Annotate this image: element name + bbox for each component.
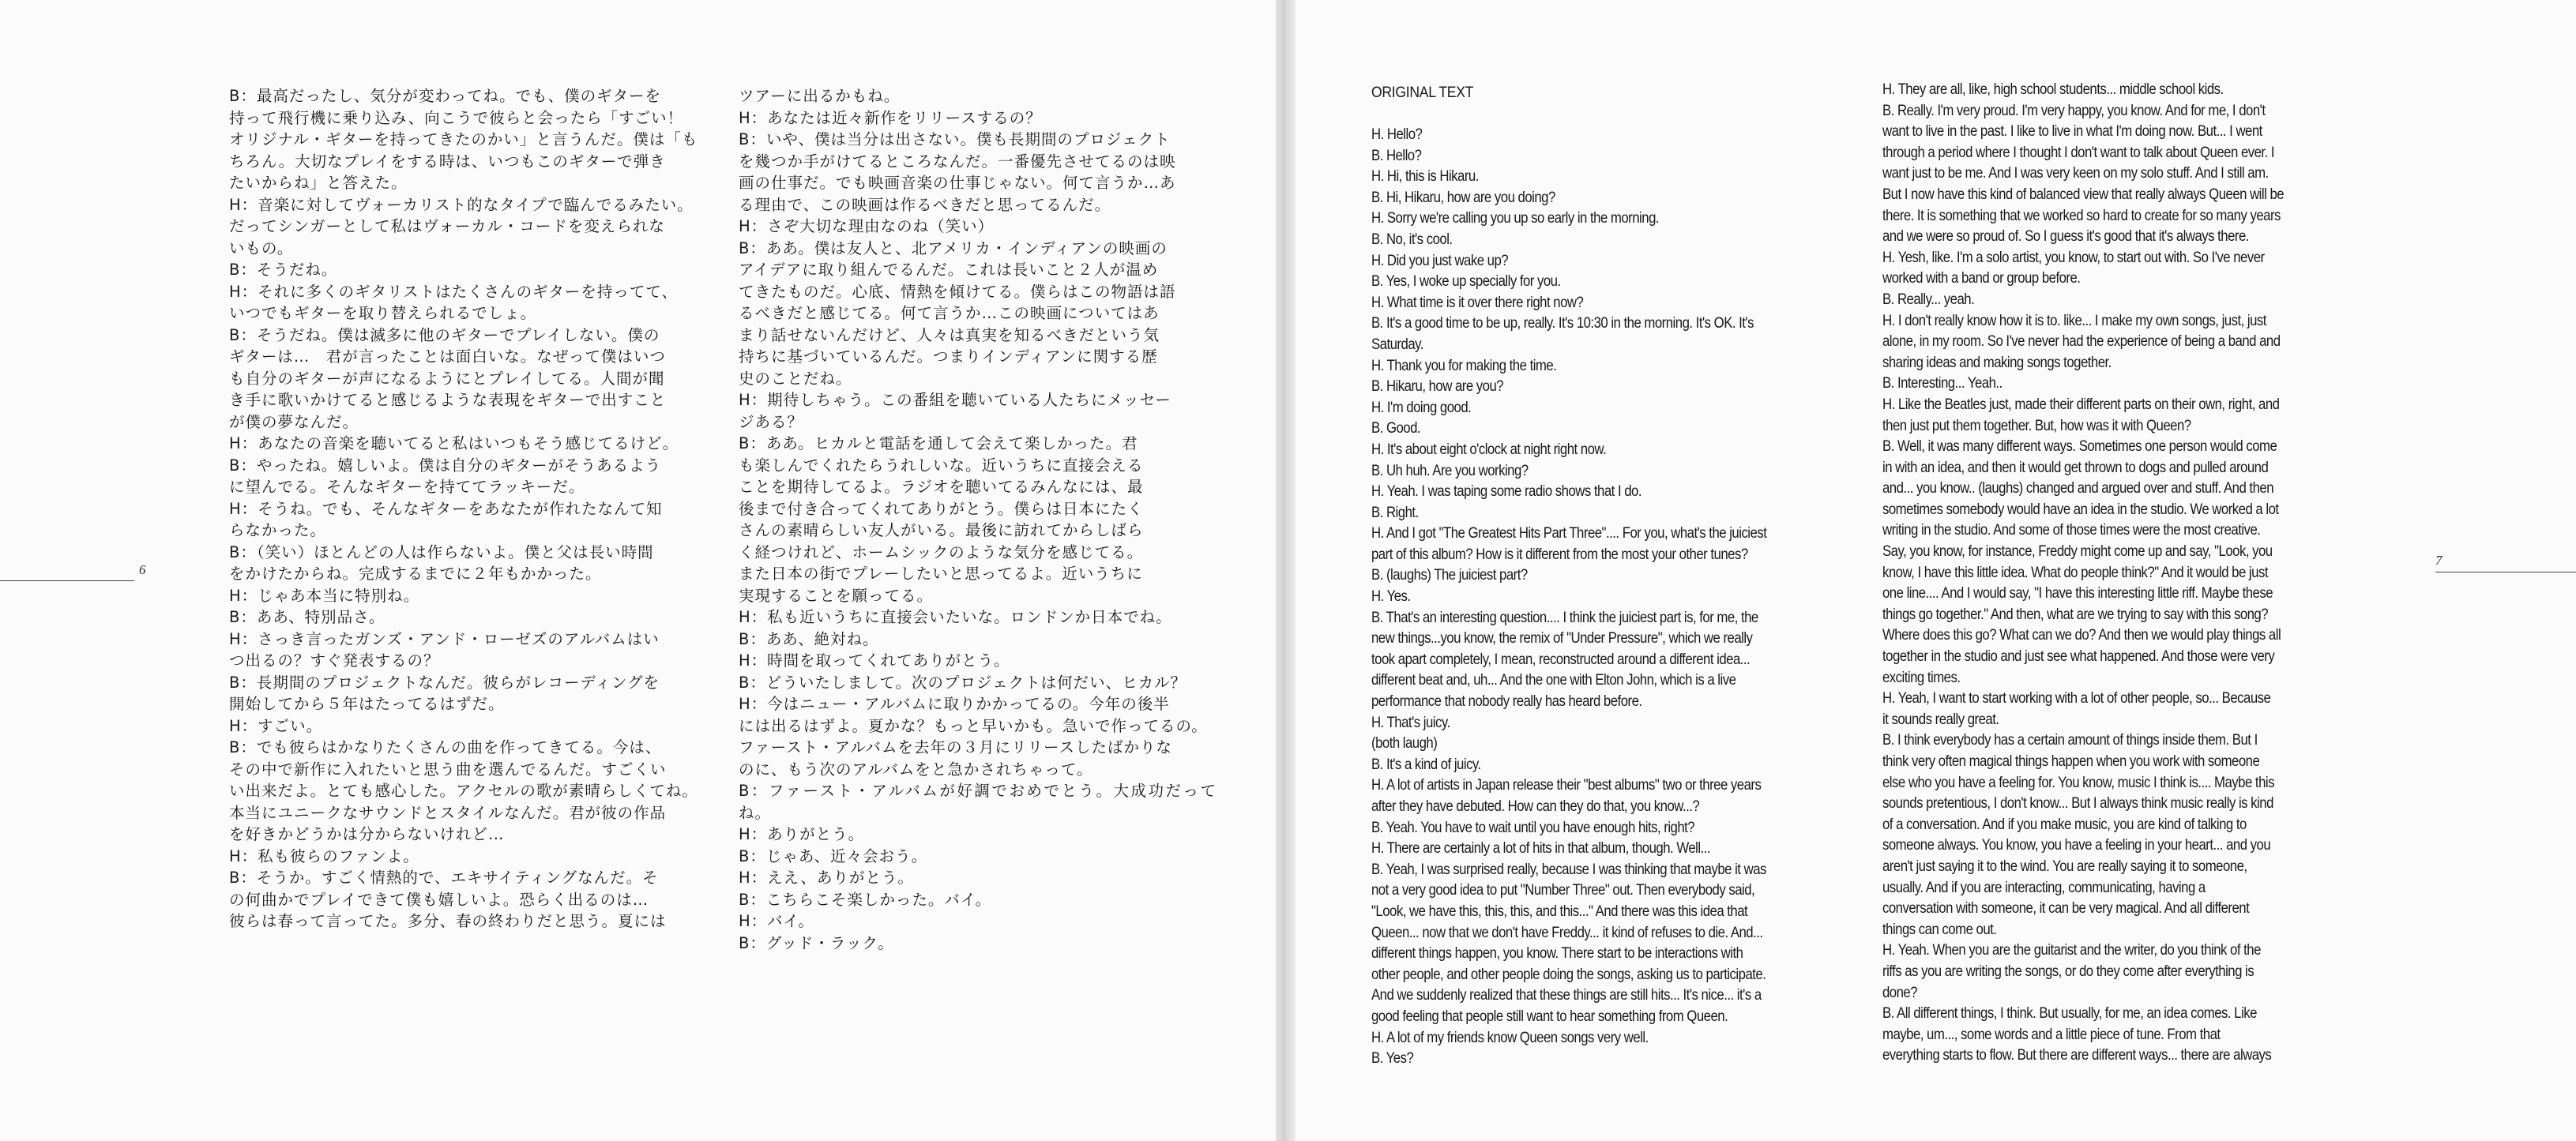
- jp-text-line: B：でも彼らはかなりたくさんの曲を作ってきてる。今は、: [229, 738, 662, 756]
- left-page: [0, 0, 1276, 1141]
- en-text-line: alone, in my room. So I've never had the experience of being a band and: [1882, 332, 2281, 351]
- jp-text-line: H：それに多くのギタリストはたくさんのギターを持ってて、: [229, 282, 678, 301]
- en-text-line: H. What time is it over there right now?: [1371, 293, 1584, 311]
- jp-text-line: らなかった。: [229, 521, 327, 539]
- jp-text-line: B：ああ。ヒカルと電話を通して会えて楽しかった。君: [739, 434, 1138, 452]
- section-title: ORIGINAL TEXT: [1371, 84, 1474, 101]
- jp-text-line: B：どういたしまして。次のプロジェクトは何だい、ヒカル？: [739, 673, 1187, 692]
- en-text-line: B. Yeah. You have to wait until you have enough hits, right?: [1371, 818, 1695, 836]
- en-text-line: done?: [1882, 983, 1918, 1001]
- jp-text-line: だってシンガーとして私はヴォーカル・コードを変えられな: [229, 217, 665, 235]
- en-text-line: B. Yes, I woke up specially for you.: [1371, 272, 1561, 291]
- jp-text-line: H：時間を取ってくれてありがとう。: [739, 651, 1010, 670]
- en-text-line: H. Did you just wake up?: [1371, 251, 1509, 269]
- jp-text-line: を好きかどうかは分からないけれど…: [229, 825, 505, 843]
- jp-text-line: 史のことだね。: [739, 369, 852, 388]
- en-text-line: H. There are certainly a lot of hits in that album, though. Well...: [1371, 839, 1711, 858]
- en-text-line: B. Really... yeah.: [1882, 290, 1975, 308]
- en-text-line: (both laugh): [1371, 734, 1438, 753]
- jp-text-line: B：やったね。嬉しいよ。僕は自分のギターがそうあるよう: [229, 456, 662, 475]
- jp-text-line: その中で新作に入れたいと思う曲を選んでるんだ。すごくい: [229, 760, 667, 779]
- page-number-left: 6: [139, 562, 146, 577]
- en-text-line: sometimes somebody would have an idea in the studio. We worked a lot: [1882, 500, 2279, 518]
- en-text-line: H. It's about eight o'clock at night right now.: [1371, 440, 1607, 458]
- jp-text-line: B：そうだね。: [229, 261, 338, 279]
- en-text-line: B. That's an interesting question.... I think the juiciest part is, for me, the: [1371, 608, 1758, 626]
- en-text-line: B. Uh huh. Are you working?: [1371, 461, 1529, 479]
- en-text-line: H. Sorry we're calling you up so early in the morning.: [1371, 209, 1660, 227]
- en-text-line: sharing ideas and making songs together.: [1882, 353, 2112, 371]
- jp-text-line: オリジナル・ギターを持ってきたのかい」と言うんだ。僕は「も: [229, 130, 698, 148]
- en-text-line: B. I think everybody has a certain amount of things inside them. But I: [1882, 731, 2258, 749]
- jp-text-line: H：私も彼らのファンよ。: [229, 846, 419, 865]
- jp-text-line: B：ああ、特別品さ。: [229, 608, 385, 626]
- jp-text-line: さんの素晴らしい友人がいる。最後に訪れてからしばら: [739, 521, 1144, 539]
- en-text-line: aren't just saying it to the wind. You are really saying it to someone,: [1882, 857, 2247, 875]
- jp-text-line: H：そうね。でも、そんなギターをあなたが作れたなんて知: [229, 499, 663, 518]
- en-text-line: B. All different things, I think. But usually, for me, an idea comes. Like: [1882, 1004, 2257, 1023]
- jp-text-line: B：ああ、絶対ね。: [739, 629, 879, 648]
- en-text-line: someone always. You know, you have a feeling in your heart... and you: [1882, 836, 2271, 854]
- jp-text-line: ちろん。大切なプレイをする時は、いつもこのギターで弾き: [229, 152, 666, 171]
- jp-text-line: てきたものだ。心底、情熱を傾けてる。僕らはこの物語は語: [739, 282, 1176, 301]
- en-text-line: new things...you know, the remix of "Under Pressure", which we really: [1371, 629, 1753, 647]
- en-text-line: H. And I got "The Greatest Hits Part Three".... For you, what's the juiciest: [1371, 524, 1767, 542]
- jp-text-line: B：こちらこそ楽しかった。バイ。: [739, 890, 992, 909]
- en-text-line: H. They are all, like, high school students... middle school kids.: [1882, 81, 2224, 98]
- jp-text-line: も楽しんでくれたらうれしいな。近いうちに直接会える: [739, 456, 1144, 475]
- jp-text-line: も自分のギターが声になるようにとプレイしてる。人間が聞: [229, 369, 665, 388]
- jp-text-line: 彼らは春って言ってた。多分、春の終わりだと思う。夏には: [229, 912, 667, 930]
- jp-text-line: B：そうか。すごく情熱的で、エキサイティングなんだ。そ: [229, 869, 659, 887]
- en-text-line: in with an idea, and then it would get thrown to dogs and pulled around: [1882, 458, 2269, 476]
- en-text-line: But I now have this kind of balanced view that really always Queen will be: [1882, 185, 2285, 203]
- jp-text-line: が僕の夢なんだ。: [229, 412, 359, 431]
- jp-text-line: き手に歌いかけてると感じるような表現をギターで出すこと: [229, 391, 667, 409]
- jp-text-line: 開始してから５年はたってるはずだ。: [229, 695, 505, 713]
- en-text-line: riffs as you are writing the songs, or do they come after everything is: [1882, 962, 2254, 980]
- en-text-line: Queen... now that we don't have Freddy... it kind of refuses to die. And...: [1371, 923, 1763, 941]
- jp-text-line: ツアーに出るかもね。: [739, 87, 901, 105]
- english-text-column-1: [1371, 124, 1848, 1069]
- jp-text-line: るべきだと感じてる。何て言うか…この映画についてはあ: [739, 304, 1160, 322]
- jp-text-line: H：今はニュー・アルバムに取りかかってるの。今年の後半: [739, 695, 1170, 713]
- jp-text-line: H：私も近いうちに直接会いたいな。ロンドンか日本でね。: [739, 608, 1172, 626]
- jp-text-line: たいからね」と答えた。: [229, 174, 408, 192]
- en-text-line: H. I don't really know how it is to. like... I make my own songs, just, just: [1882, 311, 2266, 329]
- jp-text-line: B：いや、僕は当分は出さない。僕も長期間のプロジェクト: [739, 130, 1171, 148]
- en-text-line: together in the studio and just see what happened. And those were very: [1882, 647, 2275, 666]
- jp-text-line: H：バイ。: [739, 912, 814, 930]
- jp-text-line: 持って飛行機に乗り込み、向こうで彼らと会ったら「すごい！: [229, 108, 684, 127]
- jp-text-line: B：長期間のプロジェクトなんだ。彼らがレコーディングを: [229, 673, 660, 692]
- jp-text-line: B：ああ。僕は友人と、北アメリカ・インディアンの映画の: [739, 238, 1168, 257]
- jp-text-line: ことを期待してるよ。ラジオを聴いてるみんなには、最: [739, 478, 1144, 496]
- japanese-text-column-1: [229, 85, 703, 933]
- en-text-line: think very often magical things happen when you work with someone: [1882, 753, 2260, 770]
- en-text-line: then just put them together. But, how was it with Queen?: [1882, 416, 2191, 434]
- en-text-line: B. Right.: [1371, 503, 1419, 521]
- en-text-line: B. It's a kind of juicy.: [1371, 755, 1481, 773]
- en-text-line: B. No, it's cool.: [1371, 230, 1453, 248]
- jp-text-line: H：ええ、ありがとう。: [739, 869, 914, 887]
- jp-text-line: B：ファースト・アルバムが好調でおめでとう。大成功だってね。: [739, 782, 1217, 822]
- jp-text-line: いもの。: [229, 238, 294, 257]
- en-text-line: and we were so proud of. So I guess it's good that it's always there.: [1882, 227, 2249, 246]
- jp-text-line: 持ちに基づいているんだ。つまりインディアンに関する歴: [739, 347, 1158, 366]
- jp-text-line: いつでもギターを取り替えられるでしょ。: [229, 304, 537, 322]
- jp-text-line: B：そうだね。僕は滅多に他のギターでプレイしない。僕の: [229, 325, 660, 344]
- jp-text-line: 画の仕事だ。でも映画音楽の仕事じゃない。何て言うか…あ: [739, 174, 1176, 192]
- en-text-line: H. A lot of my friends know Queen songs very well.: [1371, 1028, 1649, 1046]
- en-text-line: B. Yes?: [1371, 1049, 1414, 1068]
- en-text-line: of a conversation. And if you make music, you are kind of talking to: [1882, 815, 2247, 833]
- en-text-line: B. (laughs) The juiciest part?: [1371, 566, 1528, 584]
- en-text-line: B. Hikaru, how are you?: [1371, 377, 1504, 396]
- jp-text-line: の何曲かでプレイできて僕も嬉しいよ。恐らく出るのは…: [229, 890, 649, 909]
- en-text-line: B. It's a good time to be up, really. It's 10:30 in the morning. It's OK. It's: [1371, 314, 1754, 332]
- jp-text-line: まり話せないんだけど、人々は真実を知るべきだという気: [739, 325, 1160, 344]
- en-text-line: everything starts to flow. But there are different ways... there are always: [1882, 1046, 2272, 1064]
- en-text-line: different beat and, uh... And the one with Elton John, which is a live: [1371, 671, 1736, 689]
- en-text-line: And we suddenly realized that these things are still hits... It's nice... it's a: [1371, 986, 1762, 1004]
- jp-text-line: る理由で、この映画は作るべきだと思ってるんだ。: [739, 195, 1111, 214]
- en-text-line: B. Good.: [1371, 419, 1421, 437]
- english-text-column-2: [1882, 79, 2355, 1066]
- jp-text-line: 本当にユニークなサウンドとスタイルなんだ。君が彼の作品: [229, 803, 667, 822]
- en-text-line: writing in the studio. And some of those times were the most creative.: [1882, 521, 2261, 539]
- en-text-line: H. Yesh, like. I'm a solo artist, you know, to start out with. So I've never: [1882, 248, 2265, 266]
- en-text-line: H. Thank you for making the time.: [1371, 356, 1557, 374]
- jp-text-line: のに、もう次のアルバムをと急かされちゃって。: [739, 760, 1093, 779]
- japanese-text-column-2: [739, 85, 1217, 954]
- jp-text-line: B：じゃあ、近々会おう。: [739, 846, 928, 865]
- jp-text-line: H：さぞ大切な理由なのね（笑い）: [739, 217, 995, 235]
- en-text-line: H. That's juicy.: [1371, 713, 1450, 731]
- en-text-line: usually. And if you are interacting, communicating, having a: [1882, 878, 2206, 896]
- jp-text-line: ジある？: [739, 412, 804, 431]
- en-text-line: sounds pretentious, I don't know... But I always think music really is kind: [1882, 794, 2273, 813]
- book-gutter: [1276, 0, 1296, 1141]
- en-text-line: things go together." And then, what are we trying to say with this song?: [1882, 605, 2269, 623]
- jp-text-line: H：期待しちゃう。この番組を聴いている人たちにメッセー: [739, 391, 1171, 409]
- en-text-line: B. Hello?: [1371, 146, 1422, 164]
- en-text-line: and... you know.. (laughs) changed and argued over and stuff. And then: [1882, 479, 2274, 497]
- jp-text-line: また日本の街でプレーしたいと思ってるよ。近いうちに: [739, 565, 1143, 583]
- en-text-line: H. Hi, this is Hikaru.: [1371, 167, 1479, 186]
- en-text-line: H. Yes.: [1371, 587, 1411, 606]
- jp-text-line: アイデアに取り組んでるんだ。これは長いこと２人が温め: [739, 261, 1159, 279]
- en-text-line: want to live in the past. I like to live in what I'm doing now. But... I went: [1882, 122, 2262, 141]
- en-text-line: different things happen, you know. There start to be interactions with: [1371, 944, 1743, 963]
- en-text-line: performance that nobody really has heard before.: [1371, 692, 1642, 711]
- jp-text-line: H：あなたは近々新作をリリースするの？: [739, 108, 1042, 127]
- en-text-line: took apart completely, I mean, reconstructed around a different idea...: [1371, 650, 1751, 668]
- en-text-line: things can come out.: [1882, 920, 1997, 938]
- en-text-line: "Look, we have this, this, this, and this..." And there was this idea that: [1371, 902, 1748, 920]
- en-text-line: Say, you know, for instance, Freddy might come up and say, "Look, you: [1882, 542, 2273, 561]
- right-page: [1296, 0, 2576, 1141]
- jp-text-line: H：じゃあ本当に特別ね。: [229, 586, 420, 605]
- en-text-line: worked with a band or group before.: [1882, 269, 2081, 287]
- en-text-line: it sounds really great.: [1882, 710, 1999, 728]
- jp-text-line: B：（笑い）ほとんどの人は作らないよ。僕と父は長い時間: [229, 542, 654, 561]
- jp-text-line: には出るはずよ。夏かな？もっと早いかも。急いで作ってるの。: [739, 716, 1208, 735]
- jp-text-line: 実現することを願ってる。: [739, 586, 934, 605]
- jp-text-line: 後まで付き合ってくれてありがとう。僕らは日本にたく: [739, 499, 1144, 518]
- jp-text-line: ギターは… 君が言ったことは面白いな。なぜって僕はいつ: [229, 347, 666, 366]
- en-text-line: Saturday.: [1371, 335, 1423, 353]
- en-text-line: H. Yeah. When you are the guitarist and the writer, do you think of the: [1882, 941, 2261, 959]
- jp-text-line: を幾つか手がけてるところなんだ。一番優先させてるのは映: [739, 152, 1176, 171]
- jp-text-line: をかけたからね。完成するまでに２年もかかった。: [229, 565, 602, 583]
- jp-text-line: ファースト・アルバムを去年の３月にリリースしたばかりな: [739, 738, 1173, 756]
- en-text-line: H. I'm doing good.: [1371, 398, 1472, 416]
- en-text-line: B. Yeah, I was surprised really, because I was thinking that maybe it was: [1371, 860, 1766, 878]
- jp-text-line: H：さっき言ったガンズ・アンド・ローゼズのアルバムはい: [229, 629, 660, 648]
- en-text-line: not a very good idea to put "Number Three" out. Then everybody said,: [1371, 881, 1755, 899]
- jp-text-line: く経つけれど、ホームシックのような気分を感じてる。: [739, 542, 1144, 561]
- en-text-line: B. Well, it was many different ways. Sometimes one person would come: [1882, 437, 2277, 456]
- jp-text-line: B：グッド・ラック。: [739, 933, 894, 952]
- en-text-line: other people, and other people doing the songs, asking us to participate.: [1371, 965, 1766, 983]
- en-text-line: H. Yeah. I was taping some radio shows that I do.: [1371, 482, 1642, 501]
- en-text-line: B. Interesting... Yeah..: [1882, 374, 2003, 392]
- jp-text-line: つ出るの？すぐ発表するの？: [229, 651, 440, 670]
- en-text-line: H. Hello?: [1371, 126, 1423, 143]
- jp-text-line: H：すごい。: [229, 716, 323, 735]
- jp-text-line: い出来だよ。とても感心した。アクセルの歌が素晴らしくてね。: [229, 782, 698, 800]
- en-text-line: Where does this go? What can we do? And then we would play things all: [1882, 626, 2281, 644]
- en-text-line: part of this album? How is it different from the most your other tunes?: [1371, 545, 1748, 563]
- jp-text-line: B：最高だったし、気分が変わってね。でも、僕のギターを: [229, 87, 661, 105]
- en-text-line: B. Really. I'm very proud. I'm very happy, you know. And for me, I don't: [1882, 101, 2266, 119]
- en-text-line: through a period where I thought I don't want to talk about Queen ever. I: [1882, 143, 2275, 161]
- jp-text-line: に望んでる。そんなギターを持ててラッキーだ。: [229, 478, 585, 496]
- en-text-line: good feeling that people still want to hear something from Queen.: [1371, 1007, 1728, 1025]
- left-margin-rule: [0, 580, 134, 581]
- en-text-line: exciting times.: [1882, 668, 1961, 686]
- en-text-line: maybe, um..., some words and a little piece of tune. From that: [1882, 1025, 2221, 1043]
- jp-text-line: H：音楽に対してヴォーカリスト的なタイプで臨んでるみたい。: [229, 195, 694, 214]
- en-text-line: else who you have a feeling for. You know, music I think is.... Maybe this: [1882, 773, 2274, 791]
- page-number-right: 7: [2435, 553, 2442, 568]
- en-text-line: there. It is something that we worked so hard to create for so many years: [1882, 206, 2281, 224]
- en-text-line: H. Yeah, I want to start working with a lot of other people, so... Because: [1882, 689, 2271, 707]
- en-text-line: want just to be me. And I was very keen on my solo stuff. And I still am.: [1882, 164, 2269, 182]
- en-text-line: H. Like the Beatles just, made their different parts on their own, right, and: [1882, 395, 2280, 413]
- en-text-line: after they have debuted. How can they do that, you know...?: [1371, 798, 1700, 815]
- en-text-line: one line.... And I would say, "I have this interesting little riff. Maybe these: [1882, 584, 2273, 602]
- jp-text-line: H：ありがとう。: [739, 825, 865, 843]
- en-text-line: B. Hi, Hikaru, how are you doing?: [1371, 188, 1555, 206]
- en-text-line: know, I have this little idea. What do people think?" And it would be just: [1882, 563, 2268, 581]
- en-text-line: H. A lot of artists in Japan release their "best albums" two or three years: [1371, 776, 1762, 794]
- jp-text-line: H：あなたの音楽を聴いてると私はいつもそう感じてるけど。: [229, 434, 679, 452]
- en-text-line: conversation with someone, it can be very magical. And all different: [1882, 899, 2250, 918]
